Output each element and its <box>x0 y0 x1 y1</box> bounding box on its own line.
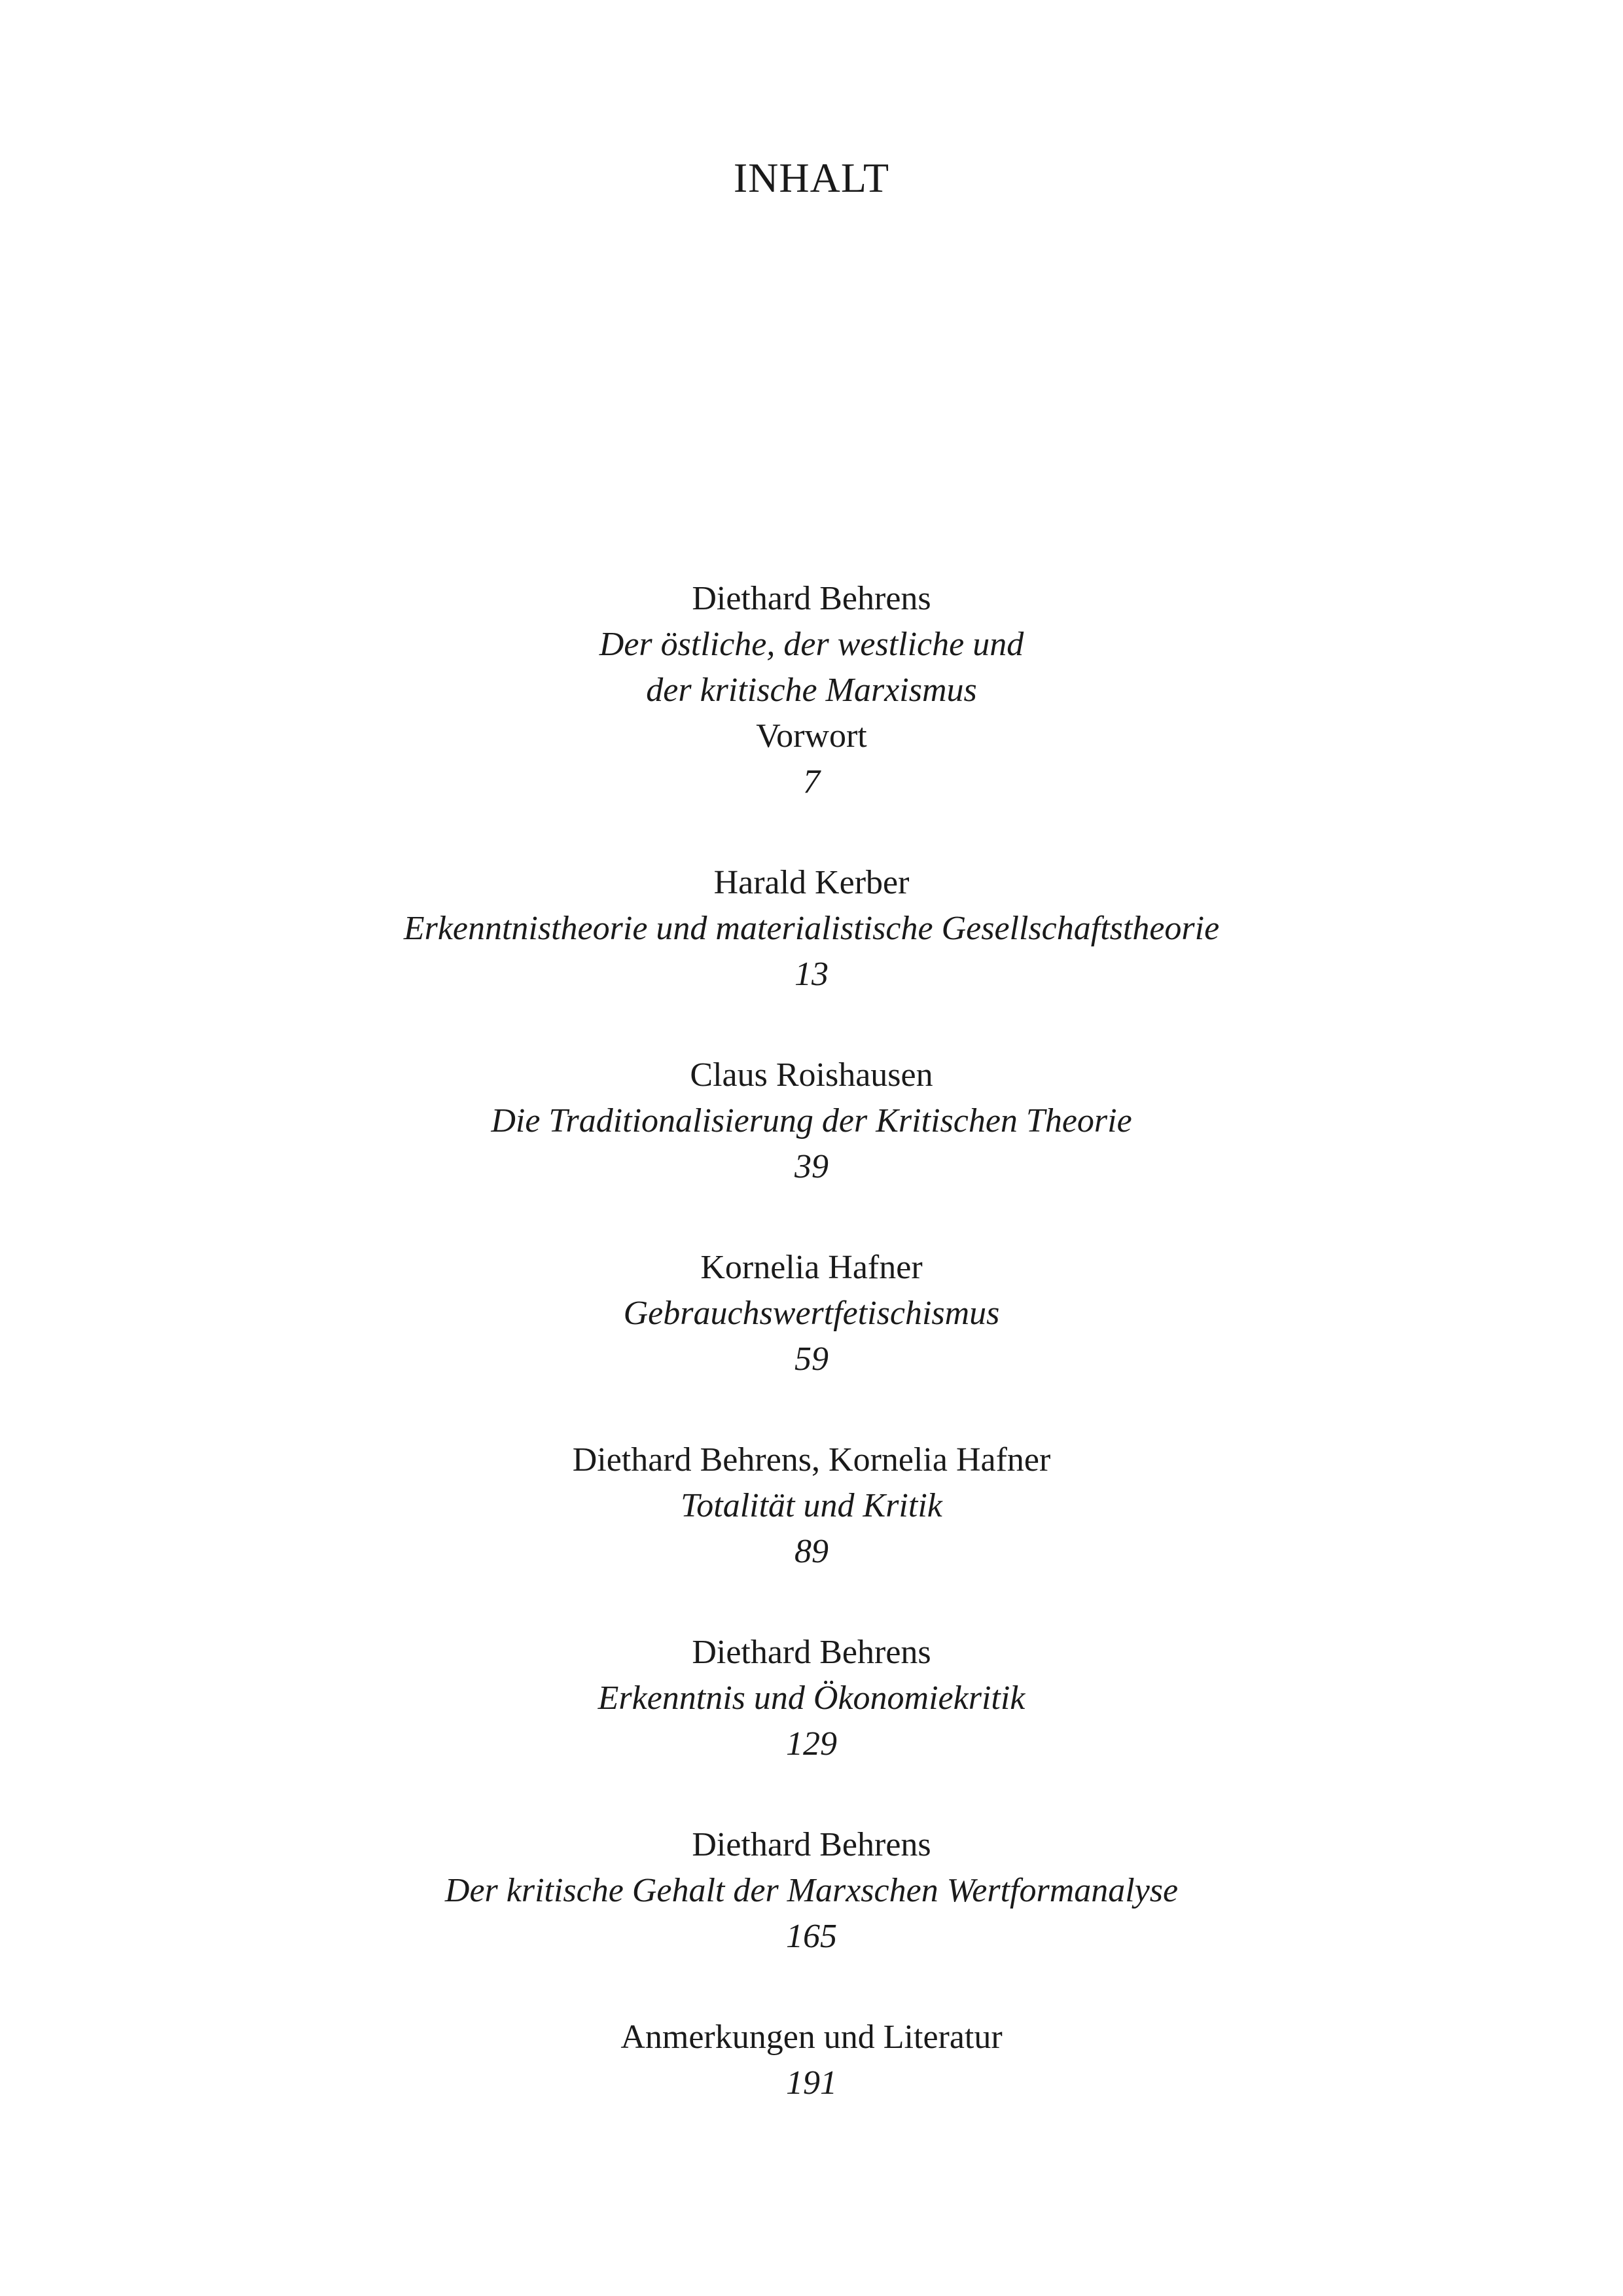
entry-title: Totalität und Kritik <box>681 1487 942 1524</box>
entry-title: Erkenntnis und Ökonomiekritik <box>597 1679 1026 1717</box>
entry-title: Erkenntnistheorie und materialistische Gesellschaftstheorie <box>403 910 1220 947</box>
entry-page-number: 165 <box>786 1918 837 1955</box>
entry-author: Diethard Behrens, Kornelia Hafner <box>572 1441 1051 1479</box>
entry-title: Der östliche, der westliche und <box>599 626 1024 663</box>
entry-page-number: 191 <box>786 2064 837 2102</box>
toc-entry <box>0 1822 1623 1960</box>
toc-entry <box>0 1245 1623 1382</box>
entry-author: Diethard Behrens <box>692 1826 931 1863</box>
toc-entry <box>0 2015 1623 2106</box>
entry-author: Harald Kerber <box>713 864 910 901</box>
entry-author: Diethard Behrens <box>692 580 931 617</box>
entry-page-number: 13 <box>794 956 829 993</box>
entry-author: Claus Roishausen <box>690 1056 933 1094</box>
page-title: INHALT <box>733 154 890 201</box>
entry-subtitle: Anmerkungen und Literatur <box>620 2018 1003 2056</box>
entry-subtitle: Vorwort <box>756 717 867 755</box>
entry-title: Der kritische Gehalt der Marxschen Wertformanalyse <box>444 1872 1179 1909</box>
toc-entry <box>0 860 1623 997</box>
toc-entry <box>0 1630 1623 1767</box>
entry-title: Die Traditionalisierung der Kritischen Theorie <box>491 1102 1132 1139</box>
entry-title: Gebrauchswertfetischismus <box>623 1295 1000 1332</box>
entry-page-number: 59 <box>794 1340 829 1378</box>
entry-author: Kornelia Hafner <box>700 1249 923 1286</box>
entry-page-number: 89 <box>794 1533 829 1570</box>
toc-entry <box>0 1052 1623 1190</box>
entry-title: der kritische Marxismus <box>646 672 977 709</box>
toc-entry <box>0 1437 1623 1575</box>
entry-page-number: 7 <box>803 763 820 800</box>
entry-page-number: 129 <box>786 1725 837 1763</box>
toc-entry <box>0 576 1623 805</box>
entry-author: Diethard Behrens <box>692 1634 931 1671</box>
table-of-contents <box>0 576 1623 2106</box>
entry-page-number: 39 <box>794 1148 829 1185</box>
